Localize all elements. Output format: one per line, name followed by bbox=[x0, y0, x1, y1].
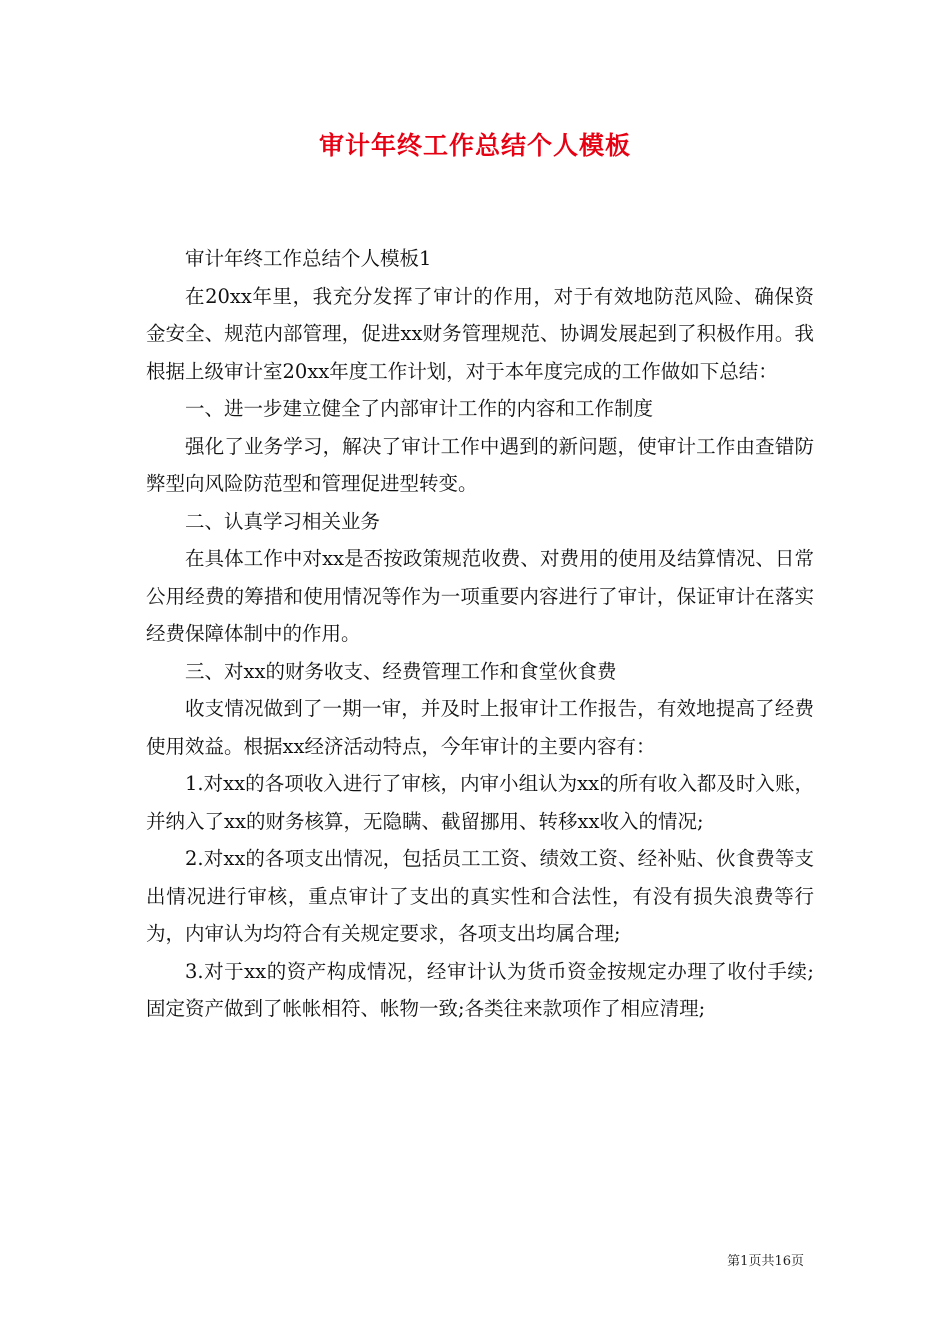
paragraph-section-1: 强化了业务学习，解决了审计工作中遇到的新问题，使审计工作由查错防弊型向风险防范型和管理促进型转变。 bbox=[146, 434, 814, 495]
list-item-2: 2.对xx的各项支出情况，包括员工工资、绩效工资、经补贴、伙食费等支出情况进行审核，重点审计了支出的真实性和合法性，有没有损失浪费等行为，内审认为均符合有关规定要求，各项支出均属合理; bbox=[146, 847, 814, 945]
page-number: 第1页共16页 bbox=[727, 1254, 804, 1269]
list-item-1: 1.对xx的各项收入进行了审核，内审小组认为xx的所有收入都及时入账，并纳入了xx的财务核算，无隐瞒、截留挪用、转移xx收入的情况; bbox=[146, 772, 814, 833]
paragraph-subtitle: 审计年终工作总结个人模板1 bbox=[185, 247, 432, 270]
document-title: 审计年终工作总结个人模板 bbox=[318, 131, 631, 160]
paragraph-section-2: 在具体工作中对xx是否按政策规范收费、对费用的使用及结算情况、日常公用经费的筹措和使用情况等作为一项重要内容进行了审计，保证审计在落实经费保障体制中的作用。 bbox=[146, 547, 814, 645]
section-heading-1: 一、进一步建立健全了内部审计工作的内容和工作制度 bbox=[185, 397, 654, 420]
section-heading-3: 三、对xx的财务收支、经费管理工作和食堂伙食费 bbox=[185, 659, 617, 683]
paragraph-section-3: 收支情况做到了一期一审，并及时上报审计工作报告，有效地提高了经费使用效益。根据xx经济活动特点，今年审计的主要内容有： bbox=[146, 697, 814, 758]
document-body bbox=[146, 240, 814, 1028]
list-item-3: 3.对于xx的资产构成情况，经审计认为货币资金按规定办理了收付手续;固定资产做到了帐帐相符、帐物一致;各类往来款项作了相应清理; bbox=[146, 959, 814, 1020]
paragraph-intro: 在20xx年里，我充分发挥了审计的作用，对于有效地防范风险、确保资金安全、规范内部管理，促进xx财务管理规范、协调发展起到了积极作用。我根据上级审计室20xx年度工作计划，对于本年度完成的工作做如下总结： bbox=[146, 284, 814, 383]
section-heading-2: 二、认真学习相关业务 bbox=[185, 509, 381, 533]
